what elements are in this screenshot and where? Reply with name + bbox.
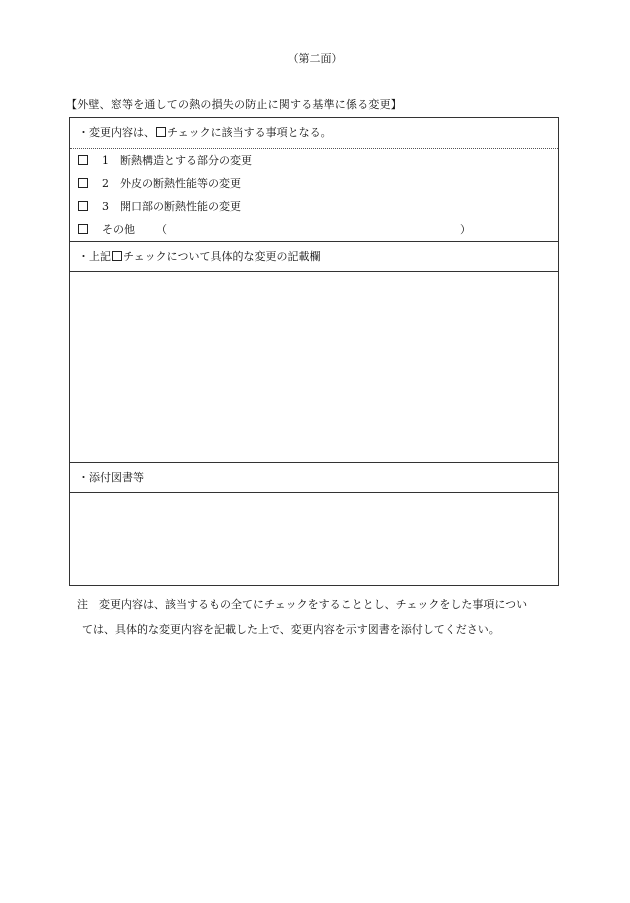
attachments-input-area[interactable] (70, 493, 558, 585)
footnote-line-1 (77, 592, 577, 617)
checkbox-symbol-icon (112, 251, 122, 261)
item-number: 3 (102, 200, 109, 213)
item-label: 外皮の断熱性能等の変更 (120, 177, 241, 190)
change-content-heading (70, 118, 558, 149)
check-item-other[interactable] (78, 220, 548, 240)
item-label: 断熱構造とする部分の変更 (120, 154, 252, 167)
item-label: 開口部の断熱性能の変更 (120, 200, 241, 213)
check-item-3[interactable] (78, 197, 241, 217)
other-close-paren: ） (460, 223, 471, 236)
attachments-heading-text: ・添付図書等 (78, 471, 144, 484)
item-number: 2 (102, 177, 109, 190)
change-form-table (69, 117, 559, 586)
footnote-mark: 注 (77, 598, 88, 611)
item-number: 1 (102, 154, 109, 167)
page-number-label: （第二面） (287, 52, 343, 65)
other-label: その他 (102, 223, 135, 236)
footnote (77, 592, 577, 642)
description-heading-prefix: ・上記 (78, 250, 111, 263)
section-title: 【外壁、窓等を通しての熱の損失の防止に関する基準に係る変更】 (66, 98, 402, 111)
change-content-heading-prefix: ・変更内容は、 (78, 126, 155, 139)
footnote-text-1: 変更内容は、該当するもの全てにチェックをすることとし、チェックをした事項につい (99, 598, 528, 611)
check-item-2[interactable] (78, 174, 241, 194)
attachments-heading (70, 462, 558, 493)
change-content-heading-suffix: チェックに該当する事項となる。 (167, 126, 332, 139)
checkbox-symbol-icon (156, 127, 166, 137)
checkbox[interactable] (78, 201, 88, 211)
description-heading (70, 241, 558, 272)
description-input-area[interactable] (70, 272, 558, 462)
checkbox[interactable] (78, 155, 88, 165)
other-open-paren: （ (156, 223, 167, 236)
description-heading-suffix: チェックについて具体的な変更の記載欄 (123, 250, 321, 263)
footnote-line-2: ては、具体的な変更内容を記載した上で、変更内容を示す図書を添付してください。 (82, 623, 500, 636)
checkbox[interactable] (78, 178, 88, 188)
check-item-1[interactable] (78, 151, 252, 171)
change-checklist (70, 149, 558, 241)
checkbox[interactable] (78, 224, 88, 234)
